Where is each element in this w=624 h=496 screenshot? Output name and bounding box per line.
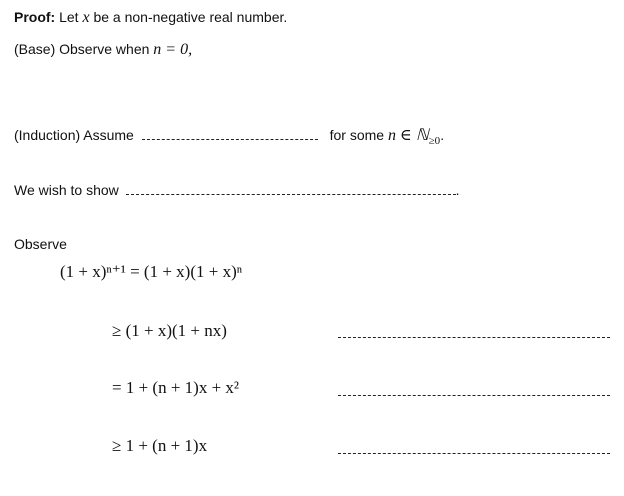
base-line [14, 41, 192, 59]
observe-line [14, 236, 67, 252]
induction-tail-pre: for some [329, 127, 388, 143]
induction-tail-math: n ∈ ℕ [387, 127, 429, 144]
base-math: n = 0, [153, 41, 193, 58]
wish-goal-blank[interactable] [126, 193, 456, 195]
reason-blank-2[interactable] [338, 336, 610, 338]
induction-tail-end: . [440, 127, 445, 143]
reason-blank-4[interactable] [338, 452, 610, 454]
equation-2: ≥ (1 + x)(1 + nx) [112, 321, 227, 340]
induction-text: (Induction) Assume [14, 127, 134, 143]
wish-end: . [455, 182, 460, 198]
proof-line [14, 9, 287, 27]
proof-label: Proof: [14, 9, 56, 25]
proof-intro-post: be a non-negative real number. [89, 9, 288, 25]
equation-3: = 1 + (n + 1)x + x² [112, 378, 240, 397]
proof-intro-pre: Let [59, 9, 83, 25]
equation-4: ≥ 1 + (n + 1)x [112, 436, 208, 455]
induction-line [14, 125, 444, 147]
base-text: (Base) Observe when [14, 41, 154, 57]
induction-tail-sub: ≥0 [428, 134, 441, 147]
equation-1: (1 + x)ⁿ⁺¹ = (1 + x)(1 + x)ⁿ [60, 262, 243, 281]
reason-blank-3[interactable] [338, 394, 610, 396]
proof-variable: x [82, 9, 90, 26]
induction-hypothesis-blank[interactable] [142, 138, 318, 140]
wish-line [14, 182, 460, 198]
wish-text: We wish to show [14, 182, 119, 198]
observe-text: Observe [14, 236, 67, 252]
